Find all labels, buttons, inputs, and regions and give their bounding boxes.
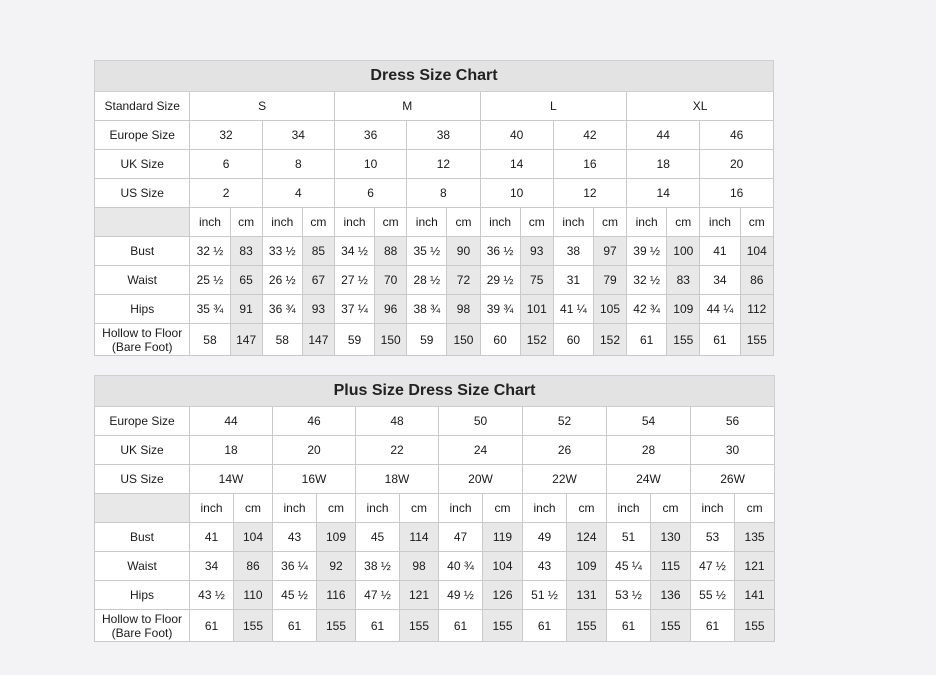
- cm-value-cell: 72: [447, 266, 480, 295]
- inch-value-cell: 45 ¼: [607, 552, 651, 581]
- inch-value-cell: 42 ¾: [627, 295, 667, 324]
- unit-inch-cell: inch: [334, 208, 374, 237]
- cm-value-cell: 126: [483, 581, 523, 610]
- cm-value-cell: 109: [317, 523, 356, 552]
- row-label: Standard Size: [95, 92, 190, 121]
- inch-value-cell: 36 ¼: [273, 552, 317, 581]
- size-cell: 56: [691, 407, 775, 436]
- size-cell: 30: [691, 436, 775, 465]
- inch-value-cell: 28 ½: [407, 266, 447, 295]
- cm-value-cell: 96: [375, 295, 407, 324]
- unit-inch-cell: inch: [480, 208, 520, 237]
- inch-value-cell: 39 ¾: [480, 295, 520, 324]
- cm-value-cell: 75: [520, 266, 553, 295]
- unit-cm-cell: cm: [400, 494, 439, 523]
- size-cell: 46: [273, 407, 356, 436]
- size-cell: 14: [627, 179, 700, 208]
- inch-value-cell: 32 ½: [627, 266, 667, 295]
- size-cell: 18: [190, 436, 273, 465]
- inch-value-cell: 32 ½: [190, 237, 230, 266]
- row-label: Bust: [95, 237, 190, 266]
- inch-value-cell: 51: [607, 523, 651, 552]
- unit-cm-cell: cm: [651, 494, 691, 523]
- row-label: US Size: [95, 179, 190, 208]
- standard-size-row: [95, 92, 774, 121]
- inch-value-cell: 60: [553, 324, 593, 356]
- inch-value-cell: 41: [190, 523, 234, 552]
- unit-inch-cell: inch: [439, 494, 483, 523]
- unit-inch-cell: inch: [190, 494, 234, 523]
- size-cell: 22W: [523, 465, 607, 494]
- row-label: Hips: [95, 295, 190, 324]
- size-cell: 24: [439, 436, 523, 465]
- blank-cell: [95, 494, 190, 523]
- size-cell: 8: [407, 179, 480, 208]
- row-label: Hollow to Floor (Bare Foot): [95, 324, 190, 356]
- cm-value-cell: 65: [230, 266, 262, 295]
- unit-inch-cell: inch: [407, 208, 447, 237]
- cm-value-cell: 121: [400, 581, 439, 610]
- size-cell: 4: [262, 179, 334, 208]
- plus-size-dress-chart-table: [94, 375, 775, 642]
- size-cell: 2: [190, 179, 262, 208]
- size-cell: 44: [190, 407, 273, 436]
- unit-row: [95, 494, 775, 523]
- cm-value-cell: 98: [400, 552, 439, 581]
- cm-value-cell: 83: [230, 237, 262, 266]
- size-cell: 54: [607, 407, 691, 436]
- title-row: [95, 376, 775, 407]
- size-cell: 12: [553, 179, 626, 208]
- cm-value-cell: 100: [667, 237, 700, 266]
- cm-value-cell: 88: [375, 237, 407, 266]
- unit-cm-cell: cm: [520, 208, 553, 237]
- inch-value-cell: 47 ½: [691, 552, 735, 581]
- measure-row: [95, 237, 774, 266]
- size-cell: 46: [700, 121, 774, 150]
- unit-inch-cell: inch: [691, 494, 735, 523]
- unit-inch-cell: inch: [700, 208, 740, 237]
- inch-value-cell: 61: [356, 610, 400, 642]
- cm-value-cell: 119: [483, 523, 523, 552]
- cm-value-cell: 91: [230, 295, 262, 324]
- inch-value-cell: 49: [523, 523, 567, 552]
- inch-value-cell: 43: [273, 523, 317, 552]
- unit-cm-cell: cm: [667, 208, 700, 237]
- size-cell: 8: [262, 150, 334, 179]
- inch-value-cell: 34: [700, 266, 740, 295]
- size-cell: 40: [480, 121, 553, 150]
- cm-value-cell: 141: [735, 581, 775, 610]
- inch-value-cell: 38 ¾: [407, 295, 447, 324]
- size-cell: 16: [553, 150, 626, 179]
- cm-value-cell: 155: [567, 610, 607, 642]
- cm-value-cell: 85: [302, 237, 334, 266]
- cm-value-cell: 93: [302, 295, 334, 324]
- unit-inch-cell: inch: [262, 208, 302, 237]
- inch-value-cell: 29 ½: [480, 266, 520, 295]
- inch-value-cell: 51 ½: [523, 581, 567, 610]
- cm-value-cell: 97: [593, 237, 626, 266]
- size-cell: 18W: [356, 465, 439, 494]
- inch-value-cell: 59: [334, 324, 374, 356]
- inch-value-cell: 58: [190, 324, 230, 356]
- unit-inch-cell: inch: [607, 494, 651, 523]
- size-cell: 52: [523, 407, 607, 436]
- inch-value-cell: 34: [190, 552, 234, 581]
- cm-value-cell: 135: [735, 523, 775, 552]
- cm-value-cell: 109: [667, 295, 700, 324]
- size-cell: 14W: [190, 465, 273, 494]
- cm-value-cell: 155: [483, 610, 523, 642]
- cm-value-cell: 152: [593, 324, 626, 356]
- cm-value-cell: 86: [740, 266, 773, 295]
- cm-value-cell: 98: [447, 295, 480, 324]
- inch-value-cell: 41: [700, 237, 740, 266]
- size-cell: 18: [627, 150, 700, 179]
- size-row: [95, 436, 775, 465]
- row-label: Hips: [95, 581, 190, 610]
- size-cell: 32: [190, 121, 262, 150]
- row-label: Bust: [95, 523, 190, 552]
- size-row: [95, 465, 775, 494]
- standard-size-cell: S: [190, 92, 335, 121]
- chart-title: Dress Size Chart: [95, 61, 774, 92]
- cm-value-cell: 70: [375, 266, 407, 295]
- inch-value-cell: 31: [553, 266, 593, 295]
- unit-cm-cell: cm: [740, 208, 773, 237]
- cm-value-cell: 150: [375, 324, 407, 356]
- size-cell: 44: [627, 121, 700, 150]
- row-label: UK Size: [95, 436, 190, 465]
- size-cell: 42: [553, 121, 626, 150]
- unit-cm-cell: cm: [483, 494, 523, 523]
- measure-row: [95, 266, 774, 295]
- row-label: Waist: [95, 266, 190, 295]
- inch-value-cell: 45 ½: [273, 581, 317, 610]
- blank-cell: [95, 208, 190, 237]
- unit-cm-cell: cm: [567, 494, 607, 523]
- size-cell: 22: [356, 436, 439, 465]
- size-cell: 48: [356, 407, 439, 436]
- cm-value-cell: 147: [230, 324, 262, 356]
- inch-value-cell: 25 ½: [190, 266, 230, 295]
- unit-inch-cell: inch: [523, 494, 567, 523]
- inch-value-cell: 35 ½: [407, 237, 447, 266]
- measure-row: [95, 610, 775, 642]
- unit-cm-cell: cm: [302, 208, 334, 237]
- cm-value-cell: 92: [317, 552, 356, 581]
- unit-inch-cell: inch: [627, 208, 667, 237]
- inch-value-cell: 61: [523, 610, 567, 642]
- cm-value-cell: 93: [520, 237, 553, 266]
- inch-value-cell: 38 ½: [356, 552, 400, 581]
- inch-value-cell: 43: [523, 552, 567, 581]
- row-label: Hollow to Floor (Bare Foot): [95, 610, 190, 642]
- size-row: [95, 179, 774, 208]
- row-label: UK Size: [95, 150, 190, 179]
- inch-value-cell: 58: [262, 324, 302, 356]
- inch-value-cell: 37 ¼: [334, 295, 374, 324]
- unit-cm-cell: cm: [447, 208, 480, 237]
- inch-value-cell: 26 ½: [262, 266, 302, 295]
- dress-size-chart-table: [94, 60, 774, 356]
- standard-size-cell: M: [334, 92, 480, 121]
- inch-value-cell: 43 ½: [190, 581, 234, 610]
- measure-row: [95, 523, 775, 552]
- size-cell: 20W: [439, 465, 523, 494]
- inch-value-cell: 47 ½: [356, 581, 400, 610]
- size-cell: 6: [334, 179, 406, 208]
- size-cell: 16: [700, 179, 774, 208]
- inch-value-cell: 55 ½: [691, 581, 735, 610]
- measure-row: [95, 324, 774, 356]
- cm-value-cell: 109: [567, 552, 607, 581]
- measure-row: [95, 295, 774, 324]
- cm-value-cell: 131: [567, 581, 607, 610]
- inch-value-cell: 36 ¾: [262, 295, 302, 324]
- size-cell: 12: [407, 150, 480, 179]
- size-row: [95, 121, 774, 150]
- inch-value-cell: 53: [691, 523, 735, 552]
- inch-value-cell: 44 ¼: [700, 295, 740, 324]
- cm-value-cell: 83: [667, 266, 700, 295]
- unit-inch-cell: inch: [190, 208, 230, 237]
- cm-value-cell: 105: [593, 295, 626, 324]
- cm-value-cell: 136: [651, 581, 691, 610]
- cm-value-cell: 155: [651, 610, 691, 642]
- inch-value-cell: 61: [190, 610, 234, 642]
- unit-cm-cell: cm: [375, 208, 407, 237]
- inch-value-cell: 61: [607, 610, 651, 642]
- inch-value-cell: 60: [480, 324, 520, 356]
- measure-row: [95, 581, 775, 610]
- unit-inch-cell: inch: [273, 494, 317, 523]
- size-cell: 26: [523, 436, 607, 465]
- unit-cm-cell: cm: [230, 208, 262, 237]
- inch-value-cell: 45: [356, 523, 400, 552]
- size-row: [95, 407, 775, 436]
- size-cell: 38: [407, 121, 480, 150]
- inch-value-cell: 49 ½: [439, 581, 483, 610]
- size-cell: 6: [190, 150, 262, 179]
- inch-value-cell: 33 ½: [262, 237, 302, 266]
- size-cell: 20: [273, 436, 356, 465]
- title-row: [95, 61, 774, 92]
- size-cell: 34: [262, 121, 334, 150]
- inch-value-cell: 41 ¼: [553, 295, 593, 324]
- cm-value-cell: 116: [317, 581, 356, 610]
- inch-value-cell: 40 ¾: [439, 552, 483, 581]
- inch-value-cell: 59: [407, 324, 447, 356]
- cm-value-cell: 155: [740, 324, 773, 356]
- inch-value-cell: 61: [273, 610, 317, 642]
- unit-inch-cell: inch: [553, 208, 593, 237]
- unit-cm-cell: cm: [234, 494, 273, 523]
- cm-value-cell: 114: [400, 523, 439, 552]
- cm-value-cell: 86: [234, 552, 273, 581]
- cm-value-cell: 67: [302, 266, 334, 295]
- chart-title: Plus Size Dress Size Chart: [95, 376, 775, 407]
- inch-value-cell: 61: [700, 324, 740, 356]
- cm-value-cell: 155: [317, 610, 356, 642]
- size-cell: 10: [334, 150, 406, 179]
- inch-value-cell: 38: [553, 237, 593, 266]
- measure-row: [95, 552, 775, 581]
- standard-size-cell: L: [480, 92, 627, 121]
- cm-value-cell: 101: [520, 295, 553, 324]
- row-label: Waist: [95, 552, 190, 581]
- size-cell: 50: [439, 407, 523, 436]
- size-cell: 16W: [273, 465, 356, 494]
- inch-value-cell: 39 ½: [627, 237, 667, 266]
- cm-value-cell: 121: [735, 552, 775, 581]
- inch-value-cell: 61: [691, 610, 735, 642]
- cm-value-cell: 112: [740, 295, 773, 324]
- inch-value-cell: 61: [627, 324, 667, 356]
- cm-value-cell: 152: [520, 324, 553, 356]
- unit-row: [95, 208, 774, 237]
- inch-value-cell: 35 ¾: [190, 295, 230, 324]
- unit-cm-cell: cm: [735, 494, 775, 523]
- size-cell: 28: [607, 436, 691, 465]
- inch-value-cell: 34 ½: [334, 237, 374, 266]
- cm-value-cell: 155: [234, 610, 273, 642]
- row-label: US Size: [95, 465, 190, 494]
- inch-value-cell: 61: [439, 610, 483, 642]
- size-cell: 36: [334, 121, 406, 150]
- cm-value-cell: 147: [302, 324, 334, 356]
- size-row: [95, 150, 774, 179]
- row-label: Europe Size: [95, 407, 190, 436]
- cm-value-cell: 104: [740, 237, 773, 266]
- size-cell: 24W: [607, 465, 691, 494]
- cm-value-cell: 110: [234, 581, 273, 610]
- size-cell: 20: [700, 150, 774, 179]
- cm-value-cell: 150: [447, 324, 480, 356]
- cm-value-cell: 79: [593, 266, 626, 295]
- unit-cm-cell: cm: [593, 208, 626, 237]
- cm-value-cell: 155: [400, 610, 439, 642]
- inch-value-cell: 36 ½: [480, 237, 520, 266]
- cm-value-cell: 155: [667, 324, 700, 356]
- inch-value-cell: 27 ½: [334, 266, 374, 295]
- cm-value-cell: 130: [651, 523, 691, 552]
- cm-value-cell: 104: [234, 523, 273, 552]
- cm-value-cell: 104: [483, 552, 523, 581]
- unit-inch-cell: inch: [356, 494, 400, 523]
- standard-size-cell: XL: [627, 92, 774, 121]
- cm-value-cell: 155: [735, 610, 775, 642]
- cm-value-cell: 90: [447, 237, 480, 266]
- cm-value-cell: 124: [567, 523, 607, 552]
- size-cell: 10: [480, 179, 553, 208]
- size-cell: 26W: [691, 465, 775, 494]
- row-label: Europe Size: [95, 121, 190, 150]
- inch-value-cell: 53 ½: [607, 581, 651, 610]
- cm-value-cell: 115: [651, 552, 691, 581]
- inch-value-cell: 47: [439, 523, 483, 552]
- size-cell: 14: [480, 150, 553, 179]
- unit-cm-cell: cm: [317, 494, 356, 523]
